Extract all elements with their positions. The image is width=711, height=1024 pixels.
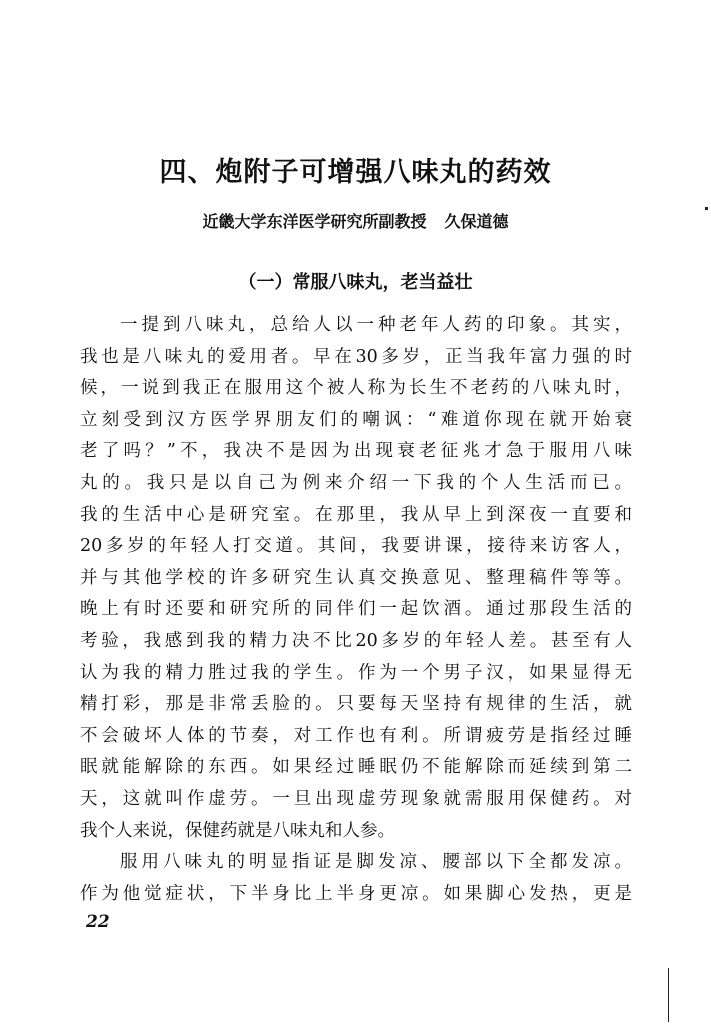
text-line: 精打彩，那是非常丢脸的。只要每天坚持有规律的生活，就 (80, 694, 632, 715)
text-line: 我也是八味丸的爱用者。早在30多岁，正当我年富力强的时 (80, 346, 632, 367)
text-line: 作为他觉症状，下半身比上半身更凉。如果脚心发热，更是 (80, 883, 632, 904)
text-line: 考验，我感到我的精力决不比20多岁的年轻人差。甚至有人 (80, 630, 632, 651)
section-heading: （一）常服八味丸，老当益壮 (238, 272, 473, 293)
text-line: 晚上有时还要和研究所的同伴们一起饮酒。通过那段生活的 (80, 599, 632, 620)
text-line: 候，一说到我正在服用这个被人称为长生不老药的八味丸时， (80, 378, 632, 399)
text-line: 我的生活中心是研究室。在那里，我从早上到深夜一直要和 (80, 504, 632, 525)
scan-speck (705, 207, 708, 210)
text-line: 服用八味丸的明显指证是脚发凉、腰部以下全都发凉。 (120, 852, 632, 873)
text-line: 不会破坏人体的节奏，对工作也有利。所谓疲劳是指经过睡 (80, 725, 632, 746)
text-line: 老了吗？”不，我决不是因为出现衰老征兆才急于服用八味 (80, 441, 632, 462)
page-number: 22 (86, 912, 110, 932)
author-affiliation: 近畿大学东洋医学研究所副教授 (202, 212, 427, 231)
body-text (80, 310, 632, 910)
text-line: 一提到八味丸，总给人以一种老年人药的印象。其实， (120, 315, 632, 335)
text-line: 20多岁的年轻人打交道。其间，我要讲课，接待来访客人， (80, 536, 632, 557)
text-line: 认为我的精力胜过我的学生。作为一个男子汉，如果显得无 (80, 662, 632, 683)
text-line: 丸的。我只是以自己为例来介绍一下我的个人生活而已。 (80, 472, 632, 493)
text-line: 天，这就叫作虚劳。一旦出现虚劳现象就需服用保健药。对 (80, 788, 632, 809)
author-line (0, 209, 711, 232)
chapter-title: 四、炮附子可增强八味丸的药效 (159, 157, 552, 188)
scan-edge-mark (668, 968, 669, 1022)
text-line: 我个人来说，保健药就是八味丸和人参。 (80, 820, 395, 841)
author-name: 久保道德 (444, 212, 509, 231)
text-line: 并与其他学校的许多研究生认真交换意见、整理稿件等等。 (80, 567, 632, 588)
text-line: 眠就能解除的东西。如果经过睡眠仍不能解除而延续到第二 (80, 757, 632, 778)
text-line: 立刻受到汉方医学界朋友们的嘲讽：“难道你现在就开始衰 (80, 409, 632, 430)
